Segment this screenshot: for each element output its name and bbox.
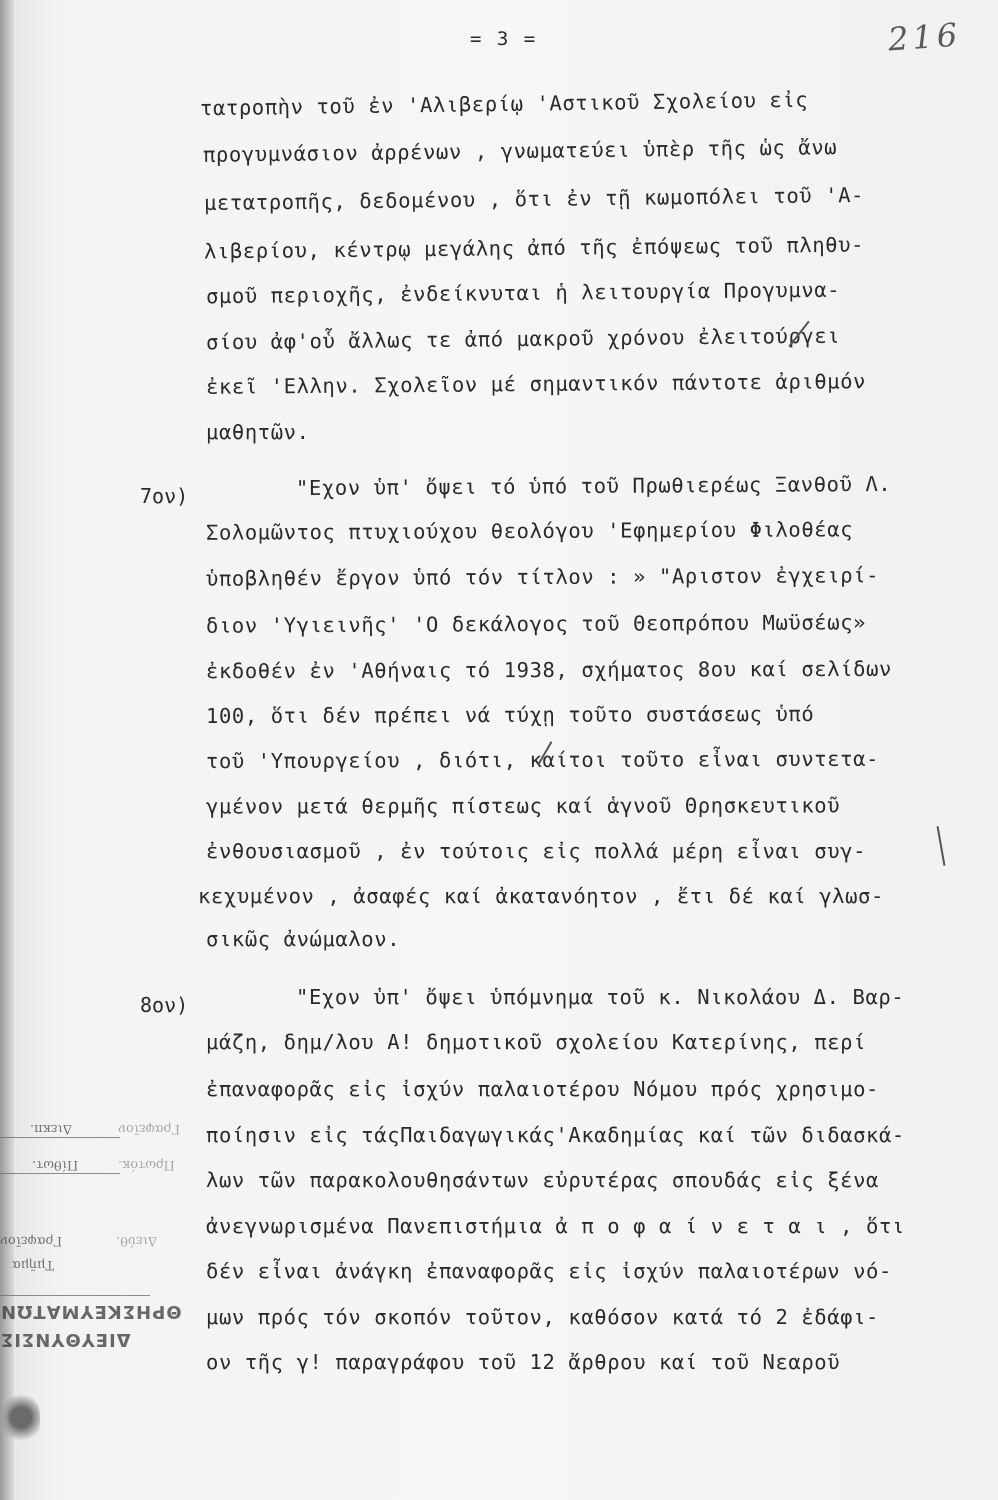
- text-line: σμοῦ περιοχῆς, ἐνδείκνυται ἡ λειτουργία Προγυμνα-: [205, 277, 841, 309]
- stamp-line: Τμῆμα: [12, 1257, 55, 1272]
- item-number-7: 7ον): [140, 484, 189, 508]
- text-line: δέν εἶναι ἀνάγκη ἐπαναφορᾶς εἰς ἰσχύν παλαιοτέρων νό-: [206, 1259, 892, 1283]
- handwritten-folio-number: 216: [886, 15, 963, 59]
- text-line: λιβερίου, κέντρῳ μεγάλης ἀπό τῆς ἐπόψεως τοῦ πληθυ-: [203, 232, 865, 264]
- text-line: Σολομῶντος πτυχιούχου θεολόγου 'Εφημερίου Φιλοθέας: [205, 517, 854, 545]
- stamp-line: Γραφεῖον: [118, 1121, 181, 1136]
- text-line: ον τῆς γ! παραγράφου τοῦ 12 ἄρθρου καί τοῦ Νεαροῦ: [206, 1350, 841, 1374]
- text-line: ὑποβληθέν ἔργον ὑπό τόν τίτλον : » "Αριστον ἐγχειρί-: [205, 563, 880, 591]
- text-line: κεχυμένον , ἀσαφές καί ἀκατανόητον , ἔτι δέ καί γλωσ-: [198, 884, 884, 908]
- text-line: ἐκεῖ 'Ελλην. Σχολεῖον μέ σημαντικόν πάντοτε ἀριθμόν: [205, 369, 867, 399]
- text-line: σικῶς ἀνώμαλον.: [206, 927, 401, 951]
- text-line: ἐνθουσιασμοῦ , ἐν τούτοις εἰς πολλά μέρη εἶναι συγ-: [206, 839, 867, 863]
- text-line: μων πρός τόν σκοπόν τοῦτον, καθόσον κατά τό 2 ἐδάφι-: [206, 1305, 879, 1329]
- text-line: μαθητῶν.: [206, 420, 310, 444]
- text-line: τατροπὴν τοῦ ἐν 'Αλιβερίῳ 'Αστικοῦ Σχολείου εἰς: [199, 87, 809, 121]
- item-number-8: 8ον): [140, 993, 189, 1017]
- text-line: ἐκδοθέν ἐν 'Αθήναις τό 1938, σχήματος 8ου καί σελίδων: [205, 656, 892, 684]
- text-line: ἀνεγνωρισμένα Πανεπιστήμια ἀ π ο φ α ί ν ε τ α ι , ὅτι: [206, 1214, 905, 1238]
- text-line: διον 'Υγιεινῆς' 'Ο δεκάλογος τοῦ Θεοπρόπου Μωϋσέως»: [205, 610, 867, 638]
- text-line: ἐπαναφορᾶς εἰς ἰσχύν παλαιοτέρου Νόμου πρός χρησιμο-: [206, 1077, 879, 1101]
- stamp-bold-line: ΘΡΗΣΚΕΥΜΑΤΩΝ: [0, 1301, 182, 1322]
- text-line: "Εχον ὑπ' ὄψει ὑπόμνημα τοῦ κ. Νικολάου Δ. Βαρ-: [296, 985, 905, 1009]
- text-line: 100, ὅτι δέν πρέπει νά τύχῃ τοῦτο συστάσεως ὑπό: [205, 701, 815, 729]
- text-line: λων τῶν παρακολουθησάντων εὐρυτέρας σπουδάς εἰς ξένα: [206, 1168, 879, 1192]
- text-line: "Εχον ὑπ' ὄψει τό ὑπό τοῦ Πρωθιερέως Ξανθοῦ Λ.: [295, 471, 892, 501]
- stamp-line: Γραφεῖον: [0, 1233, 63, 1248]
- text-line: μάζη, δημ/λου Α! δημοτικοῦ σχολείου Κατερίνης, περί: [206, 1030, 867, 1054]
- text-line: ποίησιν εἰς τάςΠαιδαγωγικάς'Ακαδημίας καί τῶν διδασκά-: [206, 1123, 905, 1147]
- stamp-bold-line: ΔΙΕΥΘΥΝΣΙΣ: [0, 1329, 131, 1350]
- text-line: μετατροπῆς, δεδομένου , ὅτι ἐν τῇ κωμοπόλει τοῦ 'Α-: [203, 182, 865, 216]
- stamp-line: Διεκπ.: [30, 1121, 73, 1136]
- text-line: προγυμνάσιον ἀρρένων , γνωματεύει ὑπὲρ τῆς ὡς ἄνω: [202, 135, 838, 167]
- text-line: τοῦ 'Υπουργείου , διότι, καίτοι τοῦτο εἶναι συντετα-: [205, 746, 880, 774]
- text-line: γμένον μετά θερμῆς πίστεως καί ἁγνοῦ Θρησκευτικοῦ: [205, 793, 841, 819]
- page-number: = 3 =: [470, 28, 538, 50]
- text-line: σίου ἀφ'οὗ ἄλλως τε ἀπό μακροῦ χρόνου ἐλειτούργει: [205, 323, 841, 355]
- stamp-line: Διεύθ.: [116, 1233, 158, 1248]
- ink-seal-emblem: [2, 1395, 40, 1445]
- office-stamp: [0, 1085, 182, 1415]
- stamp-line: Πρωτόκ.: [118, 1157, 175, 1172]
- stamp-line: Πίθωτ.: [32, 1157, 79, 1172]
